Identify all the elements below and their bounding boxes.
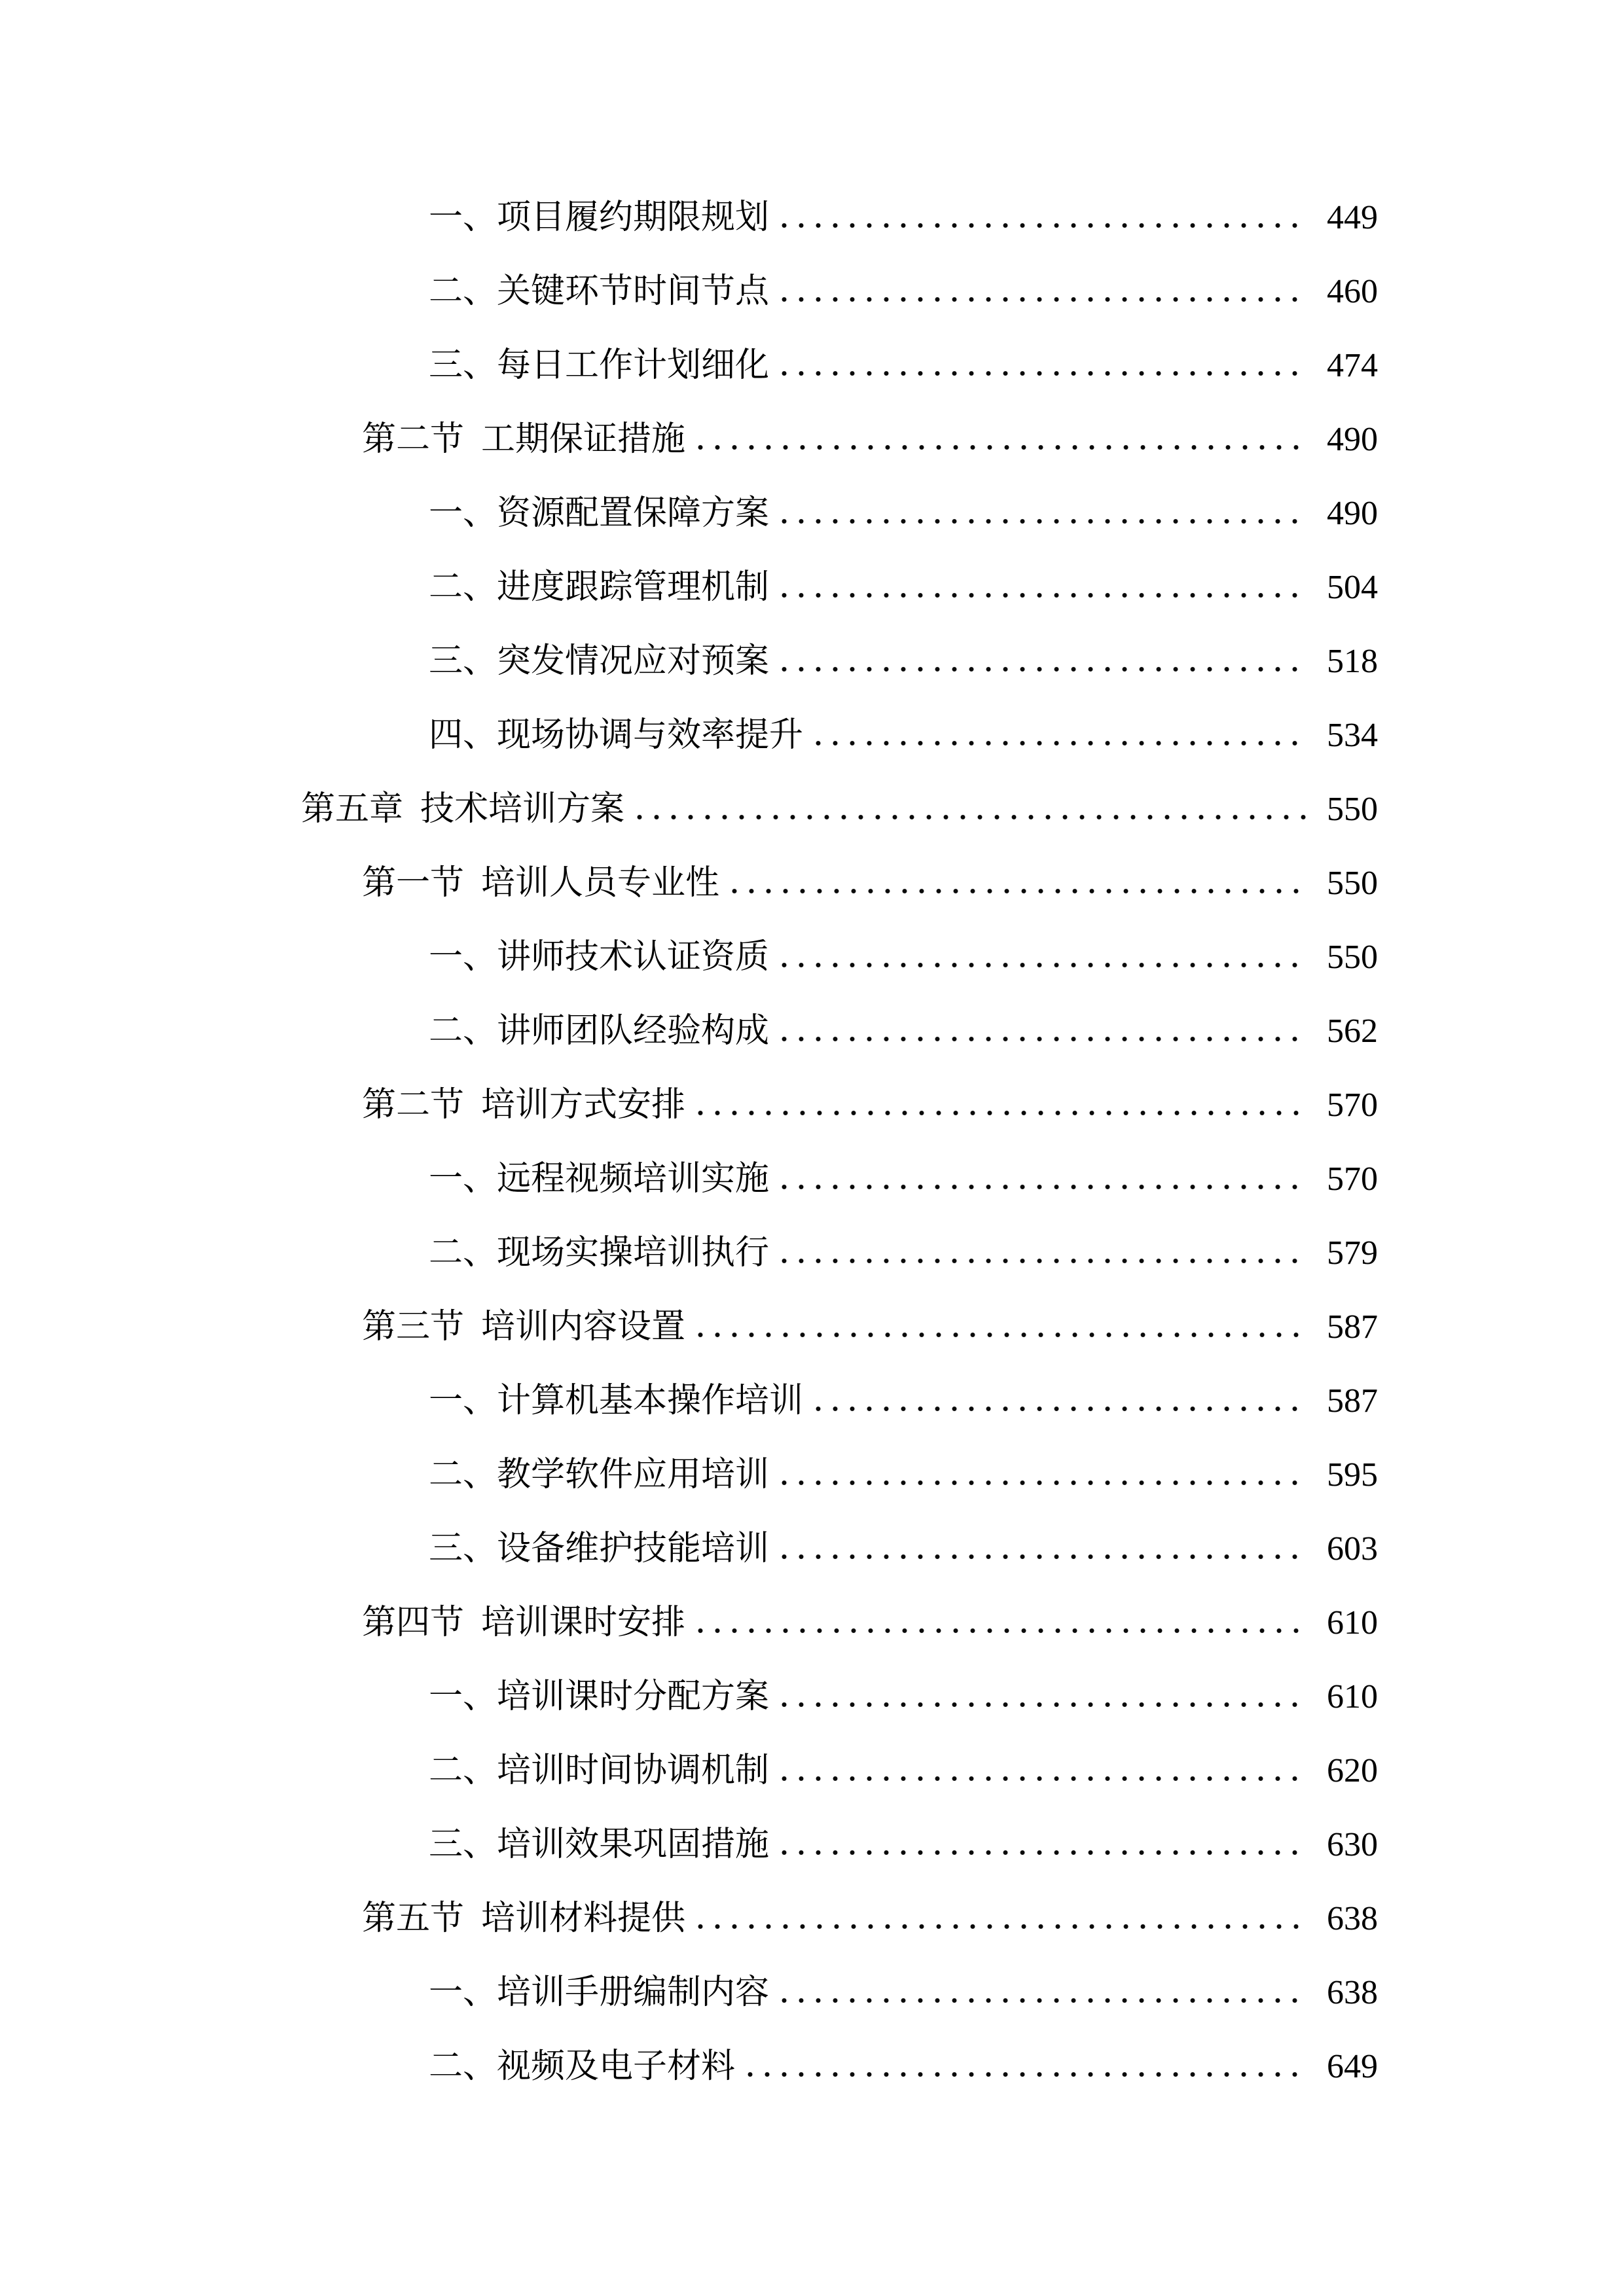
toc-entry-title: 工期保证措施 xyxy=(481,421,686,458)
toc-entry-number: 三、 xyxy=(429,1530,497,1568)
dot-leader xyxy=(776,664,1307,672)
toc-entry-number: 一、 xyxy=(429,495,497,532)
toc-entry-number: 二、 xyxy=(429,1013,497,1050)
toc-entry-page: 534 xyxy=(1327,717,1378,754)
toc-entry-title: 教学软件应用培训 xyxy=(497,1456,770,1494)
toc-entry-title: 现场协调与效率提升 xyxy=(497,717,804,754)
dot-leader xyxy=(776,1552,1307,1560)
dot-leader xyxy=(776,295,1307,302)
toc-entry-number: 一、 xyxy=(429,1160,497,1198)
toc-entry-page: 550 xyxy=(1327,865,1378,902)
toc-entry[interactable] xyxy=(362,1586,1378,1660)
dot-leader xyxy=(810,1404,1307,1412)
dot-leader xyxy=(776,221,1307,228)
toc-entry-number: 一、 xyxy=(429,939,497,976)
toc-entry-number: 四、 xyxy=(429,717,497,754)
toc-entry-page: 579 xyxy=(1327,1234,1378,1272)
toc-entry[interactable] xyxy=(362,846,1378,920)
dot-leader xyxy=(692,442,1307,450)
toc-entry-page: 638 xyxy=(1327,1900,1378,1937)
toc-entry-title: 讲师技术认证资质 xyxy=(497,939,770,976)
dot-leader xyxy=(776,1182,1307,1190)
dot-leader xyxy=(692,1626,1307,1634)
toc-entry-number: 第二节 xyxy=(362,1086,465,1124)
toc-entry-number: 三、 xyxy=(429,347,497,384)
toc-entry-number: 一、 xyxy=(429,1382,497,1420)
dot-leader xyxy=(776,1256,1307,1264)
dot-leader xyxy=(776,1774,1307,1782)
toc-entry-title: 计算机基本操作培训 xyxy=(497,1382,804,1420)
toc-entry[interactable] xyxy=(429,920,1378,994)
toc-entry[interactable] xyxy=(429,698,1378,772)
toc-entry-page: 504 xyxy=(1327,569,1378,606)
toc-entry[interactable] xyxy=(429,329,1378,403)
dot-leader xyxy=(776,368,1307,376)
toc-entry-title: 资源配置保障方案 xyxy=(497,495,770,532)
dot-leader xyxy=(692,1330,1307,1338)
toc-entry-title: 培训材料提供 xyxy=(481,1900,686,1937)
toc-entry-page: 562 xyxy=(1327,1013,1378,1050)
toc-entry-page: 490 xyxy=(1327,421,1378,458)
toc-entry-page: 595 xyxy=(1327,1456,1378,1494)
toc-entry-page: 490 xyxy=(1327,495,1378,532)
toc-entry-title: 培训内容设置 xyxy=(481,1308,686,1346)
toc-entry-number: 一、 xyxy=(429,1678,497,1715)
toc-entry-number: 一、 xyxy=(429,1974,497,2011)
toc-entry[interactable] xyxy=(362,403,1378,476)
toc-entry[interactable] xyxy=(429,1142,1378,1216)
toc-entry-number: 二、 xyxy=(429,273,497,310)
dot-leader xyxy=(776,1700,1307,1708)
toc-entry-title: 现场实操培训执行 xyxy=(497,1234,770,1272)
toc-entry-title: 突发情况应对预案 xyxy=(497,643,770,680)
toc-entry-number: 第五章 xyxy=(301,791,404,828)
toc-entry[interactable] xyxy=(429,1734,1378,1808)
toc-entry[interactable] xyxy=(429,1660,1378,1734)
toc-entry-page: 474 xyxy=(1327,347,1378,384)
toc-entry-page: 460 xyxy=(1327,273,1378,310)
toc-entry[interactable] xyxy=(429,476,1378,550)
toc-entry-page: 550 xyxy=(1327,939,1378,976)
toc-entry-page: 620 xyxy=(1327,1752,1378,1789)
toc-entry[interactable] xyxy=(429,624,1378,698)
toc-entry-title: 培训人员专业性 xyxy=(481,865,720,902)
toc-entry[interactable] xyxy=(429,1216,1378,1290)
toc-entry[interactable] xyxy=(429,2030,1378,2104)
toc-entry-title: 培训效果巩固措施 xyxy=(497,1826,770,1863)
dot-leader xyxy=(810,738,1307,746)
toc-entry[interactable] xyxy=(429,255,1378,329)
toc-entry-page: 550 xyxy=(1327,791,1378,828)
toc-entry[interactable] xyxy=(429,1956,1378,2030)
toc-entry-number: 第四节 xyxy=(362,1604,465,1641)
toc-entry-page: 518 xyxy=(1327,643,1378,680)
toc-entry[interactable] xyxy=(429,1512,1378,1586)
toc-entry-page: 570 xyxy=(1327,1160,1378,1198)
toc-entry-number: 一、 xyxy=(429,199,497,236)
toc-entry-number: 第三节 xyxy=(362,1308,465,1346)
toc-entry-title: 设备维护技能培训 xyxy=(497,1530,770,1568)
toc-entry-title: 进度跟踪管理机制 xyxy=(497,569,770,606)
toc-entry-page: 630 xyxy=(1327,1826,1378,1863)
toc-entry-title: 讲师团队经验构成 xyxy=(497,1013,770,1050)
dot-leader xyxy=(776,960,1307,968)
toc-entry-page: 587 xyxy=(1327,1382,1378,1420)
toc-entry-page: 610 xyxy=(1327,1678,1378,1715)
toc-entry-number: 二、 xyxy=(429,1456,497,1494)
toc-entry-title: 项目履约期限规划 xyxy=(497,199,770,236)
toc-entry[interactable] xyxy=(429,1808,1378,1882)
toc-entry-number: 第二节 xyxy=(362,421,465,458)
toc-entry-page: 610 xyxy=(1327,1604,1378,1641)
toc-entry-title: 培训方式安排 xyxy=(481,1086,686,1124)
toc-entry[interactable] xyxy=(429,1364,1378,1438)
toc-entry[interactable] xyxy=(429,994,1378,1068)
toc-entry[interactable] xyxy=(429,181,1378,255)
toc-entry-title: 培训手册编制内容 xyxy=(497,1974,770,2011)
toc-entry-page: 638 xyxy=(1327,1974,1378,2011)
toc-entry[interactable] xyxy=(362,1290,1378,1364)
toc-entry-title: 每日工作计划细化 xyxy=(497,347,770,384)
toc-entry-title: 技术培训方案 xyxy=(420,791,625,828)
toc-entry-title: 视频及电子材料 xyxy=(497,2048,736,2085)
dot-leader xyxy=(776,1848,1307,1856)
toc-entry-page: 603 xyxy=(1327,1530,1378,1568)
toc-entry-page: 587 xyxy=(1327,1308,1378,1346)
toc-entry-title: 培训课时安排 xyxy=(481,1604,686,1641)
toc-entry[interactable] xyxy=(301,772,1378,846)
toc-entry-title: 远程视频培训实施 xyxy=(497,1160,770,1198)
dot-leader xyxy=(776,1034,1307,1042)
toc-entry-number: 二、 xyxy=(429,569,497,606)
toc-entry-title: 关键环节时间节点 xyxy=(497,273,770,310)
dot-leader xyxy=(776,1478,1307,1486)
toc-list xyxy=(0,181,1624,2104)
dot-leader xyxy=(742,2070,1307,2077)
toc-entry-number: 三、 xyxy=(429,1826,497,1863)
dot-leader xyxy=(692,1922,1307,1929)
dot-leader xyxy=(631,812,1307,820)
dot-leader xyxy=(726,886,1307,894)
dot-leader xyxy=(692,1108,1307,1116)
toc-entry-number: 二、 xyxy=(429,1234,497,1272)
toc-entry[interactable] xyxy=(429,550,1378,624)
toc-entry-page: 649 xyxy=(1327,2048,1378,2085)
toc-entry-title: 培训时间协调机制 xyxy=(497,1752,770,1789)
toc-entry-number: 二、 xyxy=(429,1752,497,1789)
toc-entry[interactable] xyxy=(362,1882,1378,1956)
toc-entry-number: 三、 xyxy=(429,643,497,680)
toc-entry[interactable] xyxy=(429,1438,1378,1512)
toc-entry[interactable] xyxy=(362,1068,1378,1142)
dot-leader xyxy=(776,516,1307,524)
dot-leader xyxy=(776,590,1307,598)
toc-entry-page: 570 xyxy=(1327,1086,1378,1124)
toc-entry-number: 二、 xyxy=(429,2048,497,2085)
dot-leader xyxy=(776,1996,1307,2003)
toc-entry-number: 第五节 xyxy=(362,1900,465,1937)
toc-entry-page: 449 xyxy=(1327,199,1378,236)
toc-entry-number: 第一节 xyxy=(362,865,465,902)
toc-entry-title: 培训课时分配方案 xyxy=(497,1678,770,1715)
